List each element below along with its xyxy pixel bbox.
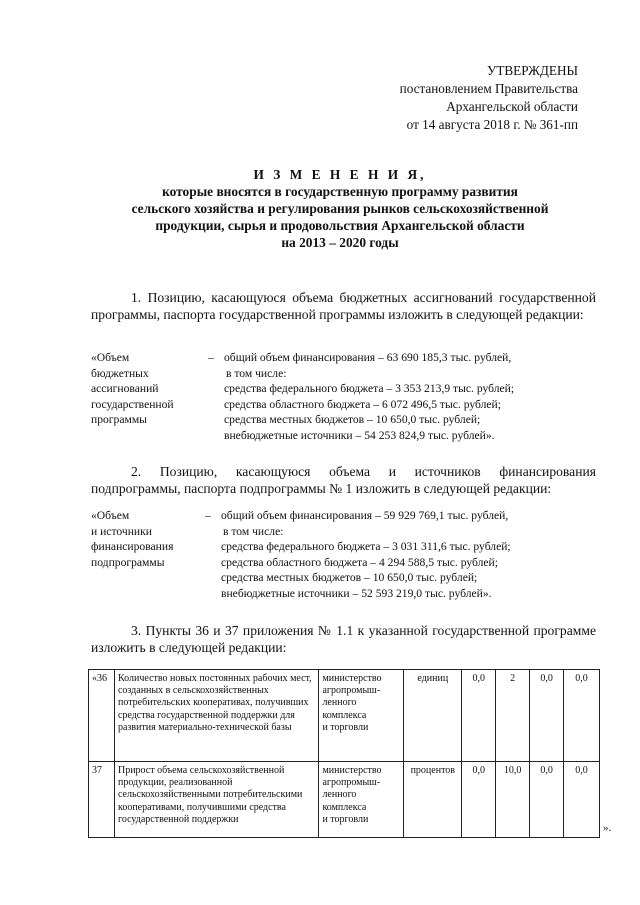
approval-line: Архангельской области	[446, 99, 578, 114]
value-cell: 0,0	[530, 762, 564, 838]
org-line: министерство	[322, 673, 382, 684]
value-line: средства федерального бюджета – 3 031 311,6 тыс. рублей;	[221, 540, 511, 554]
value-line: общий объем финансирования – 63 690 185,3 тыс. рублей,	[224, 351, 512, 364]
org-line: ленного	[322, 697, 357, 709]
closing-quote: ».	[603, 822, 612, 834]
value-cell: 10,0	[496, 762, 530, 838]
org-line: агропромыш-	[322, 685, 381, 697]
value-line: внебюджетные источники – 52 593 219,0 тыс. рублей».	[221, 586, 492, 600]
value-line: в том числе:	[223, 524, 284, 538]
item-2-paragraph	[91, 463, 596, 497]
org-line: ленного	[322, 789, 357, 801]
org-line: комплекса	[322, 801, 367, 813]
value-line: средства местных бюджетов – 10 650,0 тыс. рублей;	[224, 413, 481, 427]
org-line: и торговли	[322, 813, 369, 825]
value-line: средства местных бюджетов – 10 650,0 тыс. рублей;	[221, 571, 478, 585]
item-3-text: 3. Пункты 36 и 37 приложения № 1.1 к указанной государственной программе изложить в следующей редакции:	[91, 623, 596, 655]
row-number: «36	[89, 670, 115, 762]
item-1-label	[91, 350, 201, 428]
approval-line: постановлением Правительства	[399, 81, 578, 96]
org-line: агропромыш-	[322, 777, 381, 789]
item-2-label	[91, 508, 201, 570]
title-line: продукции, сырья и продовольствия Архангельской области	[155, 218, 525, 233]
org-line: и торговли	[322, 721, 369, 733]
label-line: ассигнований	[91, 382, 159, 396]
value-cell: 0,0	[564, 670, 600, 762]
indicator-name: Прирост объема сельскохозяйственной продукции, реализованной сельскохозяйственными потребительскими кооперативами, получившими средства государственной поддержки	[114, 762, 318, 838]
document-title	[60, 166, 620, 251]
title-heading: И З М Е Н Е Н И Я,	[253, 167, 427, 182]
label-line: «Объем	[91, 509, 130, 522]
value-line: в том числе:	[226, 366, 287, 380]
label-line: государственной	[91, 397, 174, 411]
item-2-values	[221, 508, 511, 602]
value-line: общий объем финансирования – 59 929 769,1 тыс. рублей,	[221, 509, 509, 522]
value-line: средства областного бюджета – 4 294 588,5 тыс. рублей;	[221, 555, 498, 569]
label-line: и источники	[91, 524, 152, 538]
org-line: комплекса	[322, 709, 367, 721]
item-1-values	[224, 350, 514, 444]
value-line: средства областного бюджета – 6 072 496,5 тыс. рублей;	[224, 397, 501, 411]
value-cell: 0,0	[530, 670, 564, 762]
table-row	[89, 670, 600, 762]
unit-cell: единиц	[404, 670, 462, 762]
label-line: программы	[91, 413, 147, 427]
approval-title: УТВЕРЖДЕНЫ	[486, 63, 578, 78]
unit-cell: процентов	[404, 762, 462, 838]
label-line: бюджетных	[91, 366, 149, 380]
label-line: финансирования	[91, 540, 174, 554]
approval-block	[360, 62, 578, 134]
title-line: которые вносятся в государственную программу развития	[162, 184, 518, 199]
responsible-org	[319, 670, 404, 762]
value-line: средства федерального бюджета – 3 353 213,9 тыс. рублей;	[224, 382, 515, 396]
responsible-org	[319, 762, 404, 838]
item-3-paragraph	[91, 622, 596, 656]
item-2-text: 2. Позицию, касающуюся объема и источников финансирования подпрограммы, паспорта подпрограммы № 1 изложить в следующей редакции:	[91, 464, 596, 496]
approval-date: от 14 августа 2018 г. № 361-пп	[406, 117, 578, 132]
indicators-table	[88, 669, 600, 838]
item-1-text: 1. Позицию, касающуюся объема бюджетных ассигнований государственной программы, паспорта государственной программы изложить в следующей редакции:	[91, 290, 596, 322]
value-line: внебюджетные источники – 54 253 824,9 тыс. рублей».	[224, 428, 495, 442]
title-line: сельского хозяйства и регулирования рынков сельскохозяйственной	[131, 201, 549, 216]
title-line: на 2013 – 2020 годы	[281, 235, 399, 250]
label-line: «Объем	[91, 351, 130, 364]
value-cell: 0,0	[564, 762, 600, 838]
item-2-dash: –	[205, 509, 211, 522]
value-cell: 0,0	[462, 762, 496, 838]
item-1-dash: –	[208, 351, 214, 364]
org-line: министерство	[322, 765, 382, 776]
value-cell: 2	[496, 670, 530, 762]
value-cell: 0,0	[462, 670, 496, 762]
table-row	[89, 762, 600, 838]
label-line: подпрограммы	[91, 555, 165, 569]
row-number: 37	[89, 762, 115, 838]
indicator-name: Количество новых постоянных рабочих мест, созданных в сельскохозяйственных потребительских кооперативах, получивших средства государственной поддержки для развития материально-технической базы	[114, 670, 318, 762]
item-1-paragraph	[91, 289, 596, 323]
